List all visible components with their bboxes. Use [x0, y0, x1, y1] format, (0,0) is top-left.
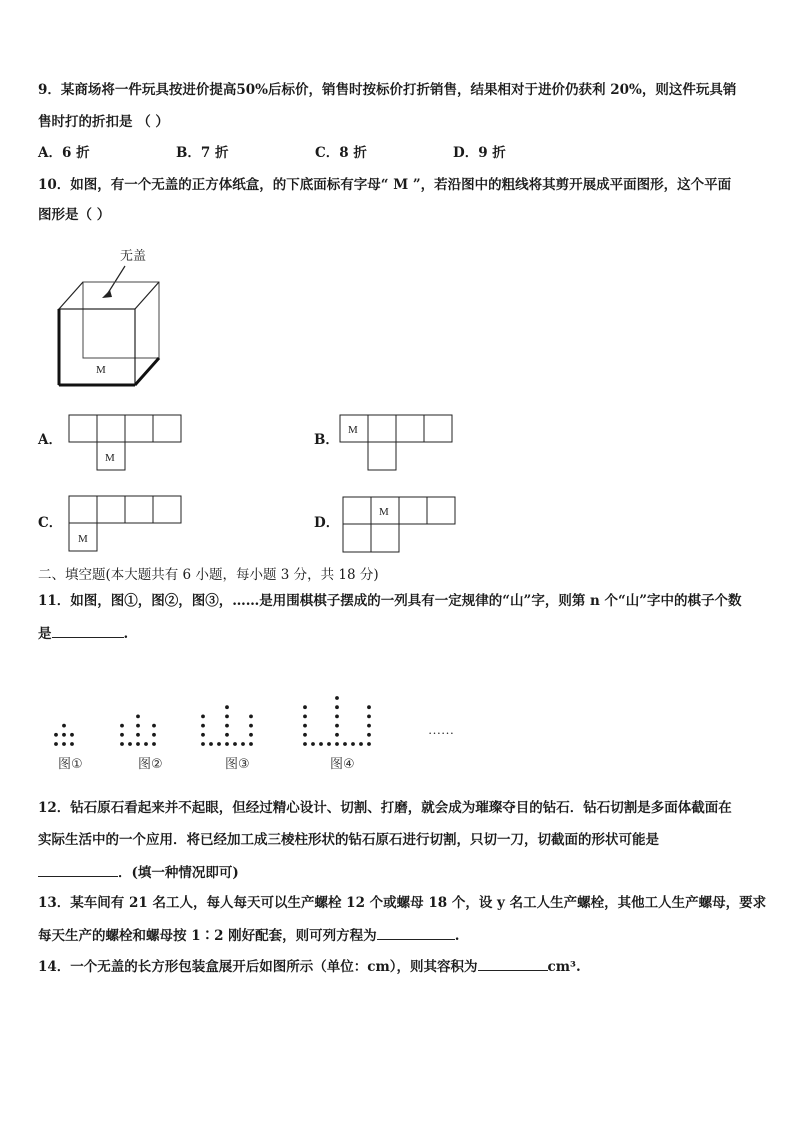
q10-option-b-label: B． [314, 432, 339, 448]
stone [225, 724, 229, 728]
stone [201, 724, 205, 728]
stone [351, 742, 355, 746]
stone-pattern-figure [40, 672, 470, 780]
q12-line1: 12．钻石原石看起来并不起眼，但经过精心设计、切割、打磨，就会成为璀璨夺目的钻石．钻石切割是多面体截面在 [38, 800, 732, 816]
figure-caption: 图④ [330, 757, 355, 772]
svg-text:M: M [379, 506, 389, 518]
stone [201, 733, 205, 737]
stone [303, 733, 307, 737]
q10-option-c-label: C． [38, 515, 63, 531]
stone [144, 742, 148, 746]
q9-option-c: C．8 折 [315, 145, 367, 161]
svg-text:M: M [105, 452, 115, 464]
stone [335, 733, 339, 737]
figure-caption: 图① [58, 757, 83, 772]
q10-option-d-label: D． [314, 515, 340, 531]
stone [335, 696, 339, 700]
cube-letter-m: M [96, 364, 106, 376]
q14-answer-blank[interactable] [478, 956, 548, 971]
stone [249, 742, 253, 746]
stone [367, 705, 371, 709]
q13-line2: 每天生产的螺栓和螺母按 1∶2 刚好配套，则可列方程为 . [38, 925, 459, 946]
q10-line1: 10．如图，有一个无盖的正方体纸盒，的下底面标有字母“ M ”，若沿图中的粗线将其剪开展成平面图形，这个平面 [38, 177, 732, 193]
stone [136, 742, 140, 746]
q11-answer-blank[interactable] [52, 623, 124, 638]
stone [303, 724, 307, 728]
q10-line2: 图形是（ ） [38, 207, 111, 223]
arrow-head-icon [102, 290, 112, 298]
q9-option-b: B．7 折 [176, 145, 229, 161]
stone [335, 742, 339, 746]
svg-text:M: M [348, 424, 358, 436]
svg-text:M: M [78, 533, 88, 545]
stone [120, 733, 124, 737]
stone [152, 733, 156, 737]
stone [249, 733, 253, 737]
stone [233, 742, 237, 746]
stone [359, 742, 363, 746]
stone [335, 724, 339, 728]
stone [225, 715, 229, 719]
cube-arrow [108, 266, 125, 293]
stone [54, 733, 58, 737]
stone [120, 742, 124, 746]
q13-answer-blank[interactable] [377, 925, 455, 940]
stone [303, 705, 307, 709]
section-2-header: 二、填空题(本大题共有 6 小题，每小题 3 分，共 18 分) [38, 567, 379, 583]
q14-line: 14．一个无盖的长方形包装盒展开后如图所示（单位：cm），则其容积为 cm³. [38, 956, 581, 977]
q9-option-a: A．6 折 [38, 145, 90, 161]
pattern-ellipsis: …… [428, 722, 454, 737]
stone [209, 742, 213, 746]
net-option-a [68, 414, 184, 472]
stone [70, 742, 74, 746]
cube-no-lid-label: 无盖 [120, 248, 147, 263]
stone [152, 742, 156, 746]
stone [335, 715, 339, 719]
q9-option-d: D．9 折 [453, 145, 506, 161]
stone [367, 742, 371, 746]
stone [136, 724, 140, 728]
stone [225, 733, 229, 737]
net-option-b [339, 414, 455, 472]
stone [327, 742, 331, 746]
q12-line2: 实际生活中的一个应用．将已经加工成三棱柱形状的钻石原石进行切割，只切一刀，切截面的形状可能是 [38, 832, 659, 848]
stone [128, 742, 132, 746]
stone [335, 705, 339, 709]
stone [201, 715, 205, 719]
q12-answer-blank[interactable] [38, 862, 118, 877]
stone [303, 742, 307, 746]
stone [311, 742, 315, 746]
stone [225, 742, 229, 746]
q11-line1: 11．如图，图①，图②，图③，……是用围棋棋子摆成的一列具有一定规律的“山”字，则第 n 个“山”字中的棋子个数 [38, 593, 742, 609]
stone [225, 705, 229, 709]
stone [152, 724, 156, 728]
stone [201, 742, 205, 746]
stone [303, 715, 307, 719]
stone [343, 742, 347, 746]
q10-option-a-label: A． [38, 432, 62, 448]
stone [319, 742, 323, 746]
stone [249, 724, 253, 728]
q9-line1: 9．某商场将一件玩具按进价提高50%后标价，销售时按标价打折销售，结果相对于进价仍获利 20%，则这件玩具销 [38, 82, 737, 98]
q9-line2: 售时打的折扣是 （ ） [38, 114, 169, 130]
q12-line3: ．(填一种情况即可) [38, 862, 239, 883]
stone [136, 733, 140, 737]
stone [367, 715, 371, 719]
figure-caption: 图③ [225, 757, 250, 772]
stone [241, 742, 245, 746]
q13-line1: 13．某车间有 21 名工人，每人每天可以生产螺栓 12 个或螺母 18 个，设 y 名工人生产螺栓，其他工人生产螺母，要求 [38, 895, 767, 911]
net-option-c [68, 495, 184, 553]
stone [217, 742, 221, 746]
stone [249, 715, 253, 719]
stone [62, 742, 66, 746]
figure-caption: 图② [138, 757, 163, 772]
stone [367, 724, 371, 728]
stone [70, 733, 74, 737]
stone [120, 724, 124, 728]
stone [62, 733, 66, 737]
stone [136, 715, 140, 719]
cube-back-face [83, 282, 159, 358]
stone [54, 742, 58, 746]
stone [367, 733, 371, 737]
open-cube-figure [50, 243, 165, 393]
stone [62, 724, 66, 728]
net-option-d [342, 496, 458, 554]
q11-line2: 是 . [38, 623, 128, 644]
